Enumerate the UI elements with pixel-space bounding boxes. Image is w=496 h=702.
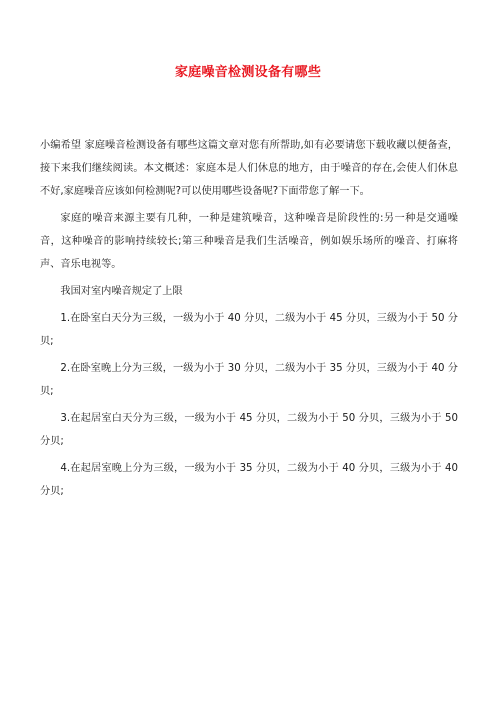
list-item-bedroom-night: 2.在卧室晚上分为三级，一级为小于 30 分贝，二级为小于 35 分贝，三级为小于 40 分贝;: [40, 363, 458, 397]
list-item-bedroom-day: 1.在卧室白天分为三级，一级为小于 40 分贝，二级为小于 45 分贝，三级为小于 50 分贝;: [40, 313, 458, 347]
regulation-heading-paragraph: 我国对室内噪音规定了上限: [60, 286, 183, 297]
document-body: [40, 134, 458, 507]
noise-sources-paragraph: 家庭的噪音来源主要有几种，一种是建筑噪音，这种噪音是阶段性的:另一种是交通噪音，这种噪音的影响持续较长;第三种噪音是我们生活噪音，例如娱乐场所的噪音、打麻将声、音乐电视等。: [40, 213, 458, 270]
list-item-living-room-night: 4.在起居室晚上分为三级，一级为小于 35 分贝，二级为小于 40 分贝，三级为小于 40 分贝;: [40, 463, 458, 497]
intro-paragraph: 小编希望 家庭噪音检测设备有哪些这篇文章对您有所帮助,如有必要请您下载收藏以便备查，接下来我们继续阅读。本文概述：家庭本是人们休息的地方，由于噪音的存在,会使人们休息不好,家庭噪音应该如何检测呢?可以使用哪些设备呢?下面带您了解一下。: [40, 140, 458, 197]
document-title: 家庭噪音检测设备有哪些: [174, 65, 322, 80]
list-item-living-room-day: 3.在起居室白天分为三级，一级为小于 45 分贝，二级为小于 50 分贝，三级为小于 50 分贝;: [40, 413, 458, 447]
